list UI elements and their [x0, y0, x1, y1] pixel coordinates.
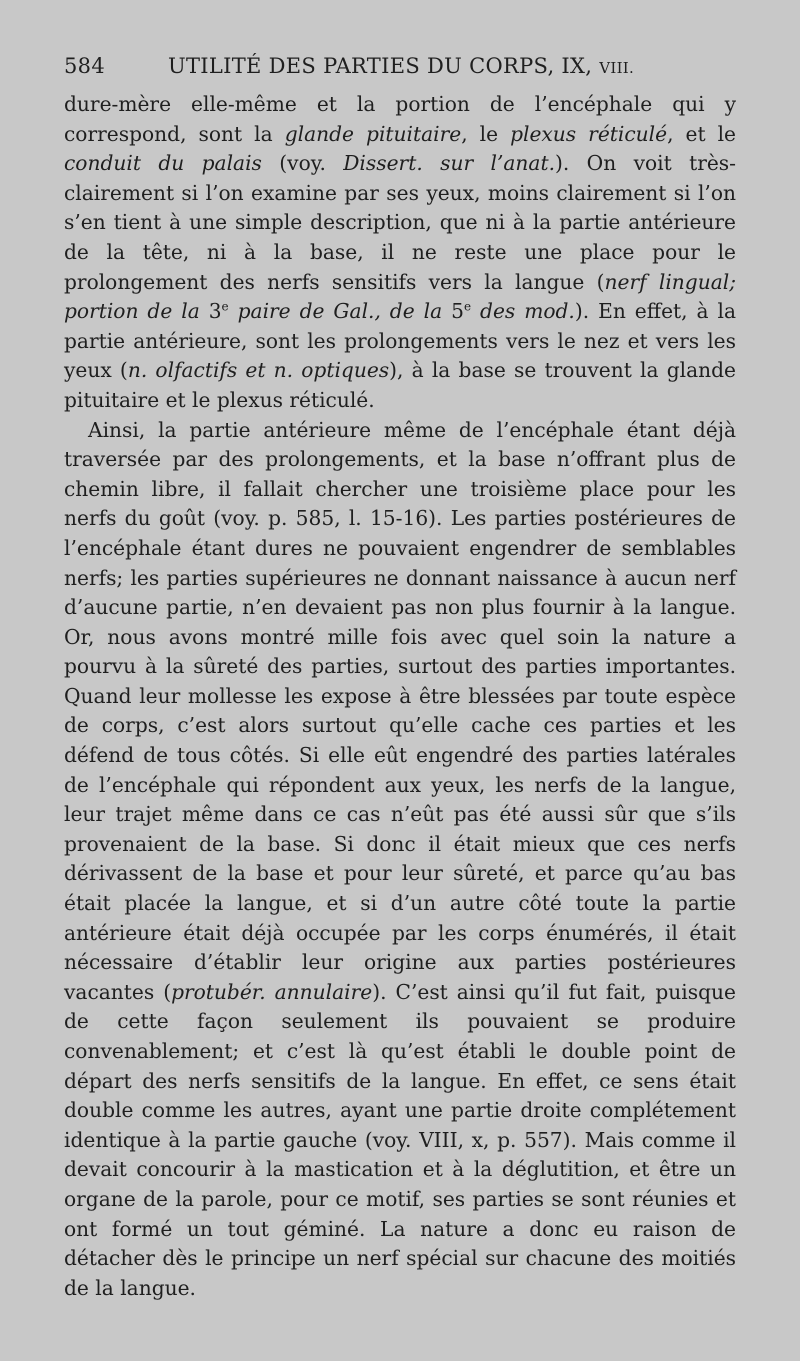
body-text	[64, 90, 736, 1303]
section-number: VIII.	[599, 59, 635, 77]
italic-text: protubér. annulaire	[171, 979, 373, 1004]
italic-text: n. olfactifs et n. optiques	[127, 358, 390, 383]
text-run: 3	[208, 299, 222, 324]
italic-text: conduit du palais	[64, 151, 262, 176]
italic-text: plexus réticulé	[510, 121, 668, 146]
superscript: e	[221, 299, 229, 314]
text-run: ), à la base se trouvent la glande pituitaire et le plexus réticulé.	[64, 358, 736, 412]
text-run: dure-mère elle-même et la portion de l’encéphale qui y correspond, sont la	[64, 92, 736, 146]
italic-text: paire de Gal., de la	[228, 299, 452, 324]
italic-text: Dissert. sur l’anat.	[343, 151, 555, 176]
text-run: , et le	[667, 121, 737, 146]
text-run: ). C’est ainsi qu’il fut fait, puisque de cette façon seulement ils pouvaient se produire convenablement; et c’est là qu’est établi le double point de départ des nerfs sensitifs de la langue. En effet, ce sens était double comme les autres, ayant une partie droite complétement identique à la partie gauche (voy. VIII, x, p. 557). Mais comme il devait concourir à la mastication et à la déglutition, et être un organe de la parole, pour ce motif, ses parties se sont réunies et ont formé un tout géminé. La nature a donc eu raison de détacher dès le principe un nerf spécial sur chacune des moitiés de la langue.	[64, 979, 736, 1300]
paragraph	[64, 90, 736, 416]
text-run: 5	[451, 299, 464, 324]
italic-text: nerf lingual; portion de la	[64, 269, 736, 324]
italic-text: glande pituitaire	[284, 121, 462, 146]
page-header	[64, 54, 736, 84]
text-run: ). En effet, à la partie antérieure, sont les prolongements vers le nez et vers les yeux (	[64, 299, 736, 383]
text-run: ). On voit très-clairement si l’on examine par ses yeux, moins clairement si l’on s’en tient à une simple description, que ni à la partie antérieure de la tête, ni à la base, il ne reste une place pour le prolongement des nerfs sensitifs vers la langue (	[64, 151, 736, 294]
text-run: (voy.	[261, 151, 344, 176]
superscript: e	[463, 299, 472, 314]
running-title	[168, 54, 634, 78]
running-title-text: UTILITÉ DES PARTIES DU CORPS, IX,	[168, 54, 593, 78]
paragraph	[64, 416, 736, 1304]
page-number: 584	[64, 54, 105, 78]
text-run: Ainsi, la partie antérieure même de l’encéphale étant déjà traversée par des prolongements, et la base n’offrant plus de chemin libre, il fallait chercher une troisième place pour les nerfs du goût (voy. p. 585, l. 15-16). Les parties postérieures de l’encéphale étant dures ne pouvaient engendrer de semblables nerfs; les parties supérieures ne donnant naissance à aucun nerf d’aucune partie, n’en devaient pas non plus fournir à la langue. Or, nous avons montré mille fois avec quel soin la nature a pourvu à la sûreté des parties, surtout des parties importantes. Quand leur mollesse les expose à être blessées par toute espèce de corps, c’est alors surtout qu’elle cache ces parties et les défend de tous côtés. Si elle eût engendré des parties latérales de l’encéphale qui répondent aux yeux, les nerfs de la langue, leur trajet même dans ce cas n’eût pas été aussi sûr que s’ils provenaient de la base. Si donc il était mieux que ces nerfs dérivassent de la base et pour leur sûreté, et parce qu’au bas était placée la langue, et si d’un autre côté toute la partie antérieure était déjà occupée par les corps énumérés, il était nécessaire d’établir leur origine aux parties postérieures vacantes (	[64, 417, 736, 1004]
italic-text: des mod.	[471, 299, 575, 324]
text-run: , le	[461, 121, 511, 146]
